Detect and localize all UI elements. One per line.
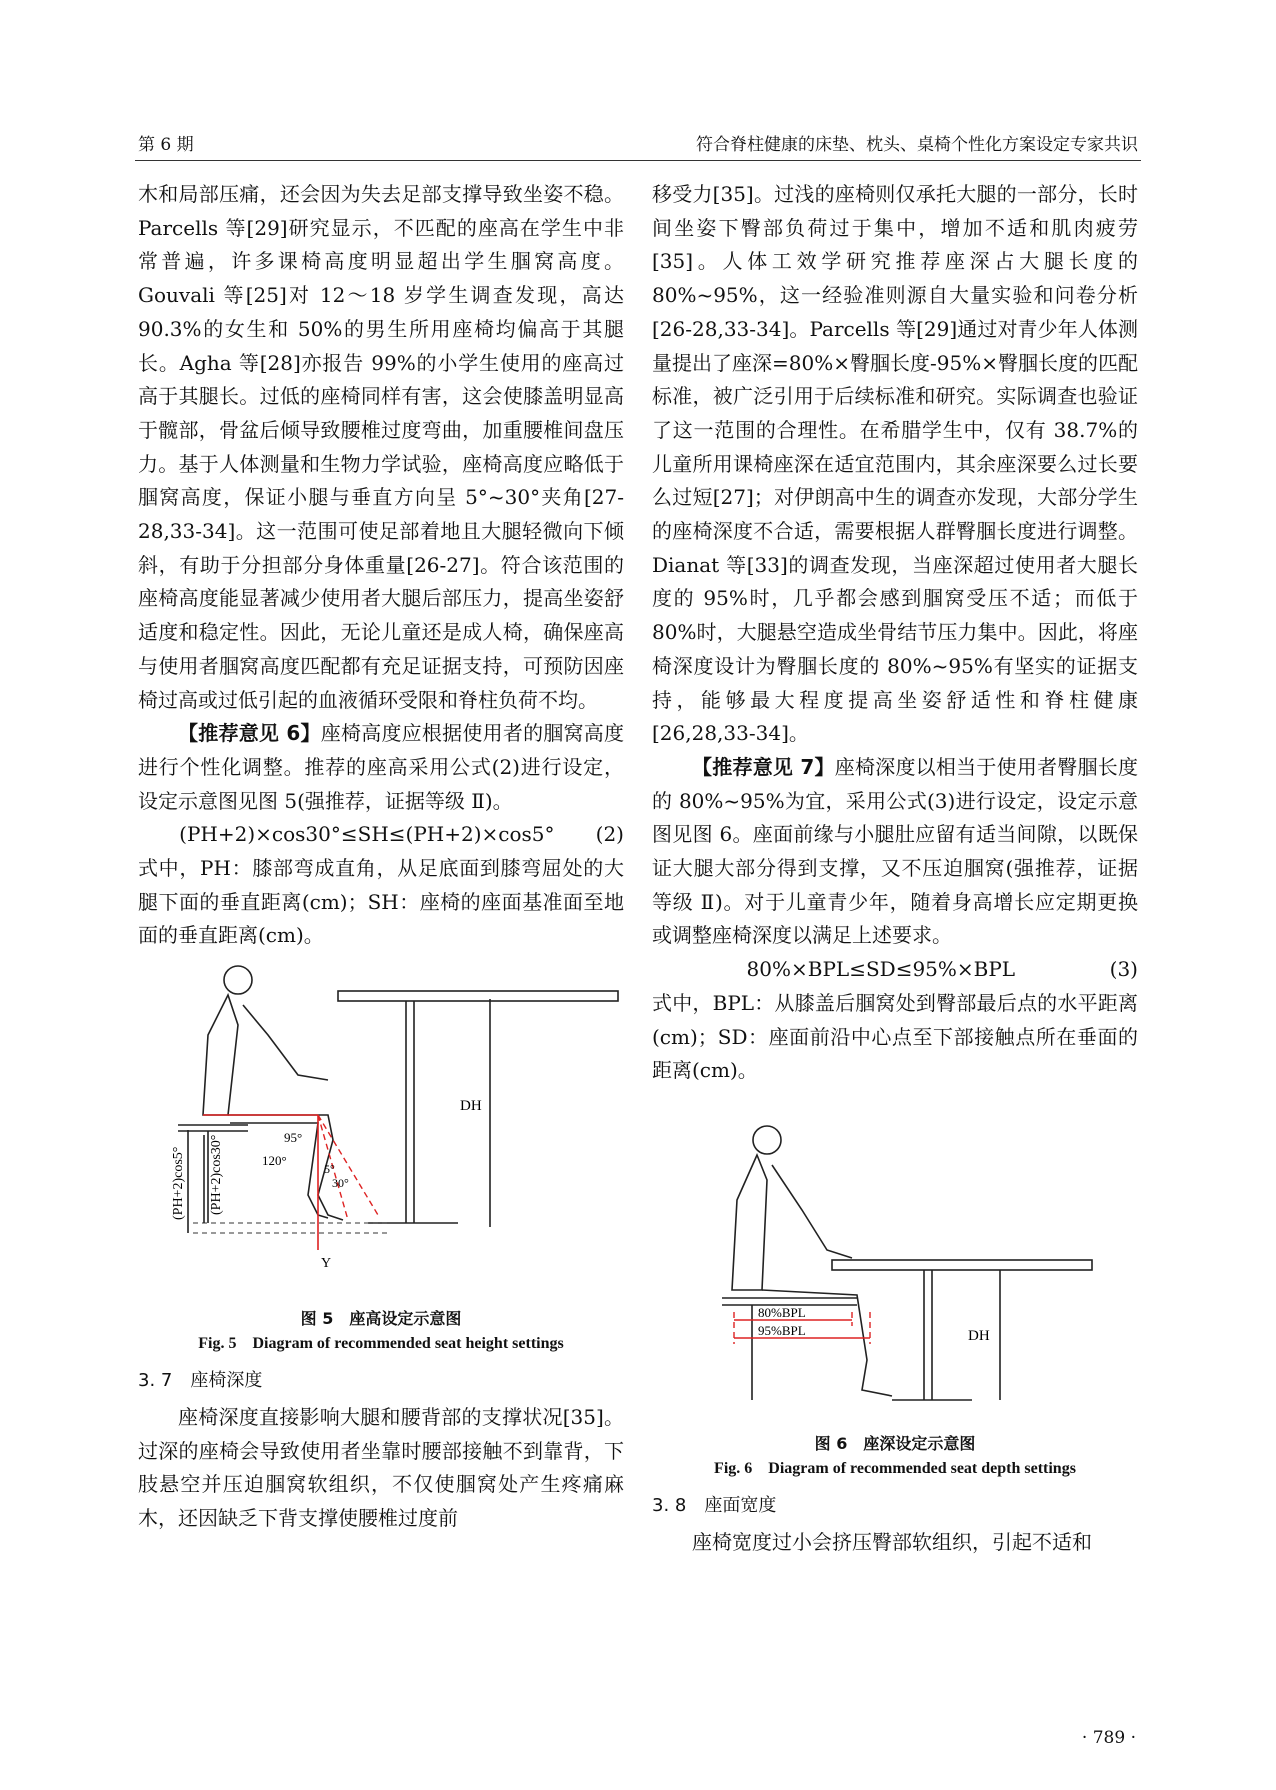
section-3-7-paragraph: 座椅深度直接影响大腿和腰背部的支撑状况[35]。过深的座椅会导致使用者坐靠时腰部接触不到靠背，下肢悬空并压迫腘窝软组织，不仅使腘窝处产生疼痛麻木，还因缺乏下背支撑使腰椎过度前 [138,1404,624,1530]
formula-3-definition: 式中，BPL：从膝盖后腘窝处到臀部最后点的水平距离(cm)；SD：座面前沿中心点至下部接触点所在垂面的距离(cm)。 [652,990,1138,1083]
fig5-dh-label: DH [460,1098,482,1115]
rec7-text: 座椅深度以相当于使用者臀腘长度的 80%~95%为宜，采用公式(3)进行设定，设定示意图见图 6。座面前缘与小腿肚应留有适当间隙，以既保证大腿大部分得到支撑，又不压迫腘窝(强推荐，证据等级 Ⅱ)。对于儿童青少年，随着身高增长应定期更换或调整座椅深度以满足上述要求。 [652,754,1139,948]
right-paragraph-1: 移受力[35]。过浅的座椅则仅承托大腿的一部分，长时间坐姿下臀部负荷过于集中，增加不适和肌肉疲劳[35]。人体工效学研究推荐座深占大腿长度的 80%~95%，这一经验准则源自大量实验和问卷分析[26-28,33-34]。Parcells 等[29]通过对青少年人体测量提出了座深=80%×臀腘长度-95%×臀腘长度的匹配标准，被广泛引用于后续标准和研究。实际调查也验证了这一范围的合理性。在希腊学生中，仅有 38.7%的儿童所用课椅座深在适宜范围内，其余座深要么过长要么过短[27]；对伊朗高中生的调查亦发现，大部分学生的座椅深度不合适，需要根据人群臀腘长度进行调整。Dianat 等[33]的调查发现，当座深超过使用者大腿长度的 95%时，几乎都会感到腘窝受压不适；而低于 80%时，大腿悬空造成坐骨结节压力集中。因此，将座椅深度设计为臀腘长度的 80%~95%有坚实的证据支持，能够最大程度提高坐姿舒适性和脊柱健康[26,28,33-34]。 [652,182,1138,746]
section-3-7-heading: 3. 7 座椅深度 [138,1369,263,1391]
rec6-label: 【推荐意见 6】 [178,721,321,746]
figure-6 [652,1100,1138,1481]
fig5-angle-5: 5° [324,1162,335,1177]
left-paragraph-1: 木和局部压痛，还会因为失去足部支撑导致坐姿不稳。Parcells 等[29]研究显示，不匹配的座高在学生中非常普遍，许多课椅高度明显超出学生腘窝高度。Gouvali 等[25]对 12～18 岁学生调查发现，高达 90.3%的女生和 50%的男生所用座椅均偏高于其腿长。Agha 等[28]亦报告 99%的小学生使用的座高过高于其腿长。过低的座椅同样有害，这会使膝盖明显高于髋部，骨盆后倾导致腰椎过度弯曲，加重腰椎间盘压力。基于人体测量和生物力学试验，座椅高度应略低于腘窝高度，保证小腿与垂直方向呈 5°~30°夹角[27-28,33-34]。这一范围可使足部着地且大腿轻微向下倾斜，有助于分担部分身体重量[26-27]。符合该范围的座椅高度能显著减少使用者大腿后部压力，提高坐姿舒适度和稳定性。因此，无论儿童还是成人椅，确保座高与使用者腘窝高度匹配都有充足证据支持，可预防因座椅过高或过低引起的血液循环受限和脊柱负荷不均。 [138,182,624,712]
rec7-label: 【推荐意见 7】 [692,754,835,779]
left-column [138,178,624,1536]
fig5-cos30-label: (PH+2)cos30° [209,1134,224,1216]
fig5-angle-95: 95° [284,1130,303,1146]
fig6-bpl95-label: 95%BPL [758,1322,806,1338]
fig6-bpl80-label: 80%BPL [758,1304,806,1320]
formula-2-number: (2) [595,822,624,847]
header-rule [135,160,1141,161]
running-title: 符合脊柱健康的床垫、枕头、桌椅个性化方案设定专家共识 [696,135,1138,155]
seat-height-diagram [138,965,624,1295]
fig5-caption-cn: 图 5 座高设定示意图 [300,1308,462,1328]
formula-3-number: (3) [1109,957,1138,982]
right-column [652,178,1138,1559]
fig6-dh-label: DH [968,1327,990,1344]
seat-depth-diagram [652,1100,1138,1420]
recommendation-7 [652,751,1138,953]
section-3-8-heading: 3. 8 座面宽度 [652,1494,777,1516]
fig5-caption-en: Fig. 5 Diagram of recommended seat height settings [198,1334,564,1352]
formula-3 [652,953,1138,987]
issue-number: 第 6 期 [138,135,194,155]
formula-2 [138,818,624,852]
recommendation-6 [138,717,624,818]
section-3-8-paragraph: 座椅宽度过小会挤压臀部软组织，引起不适和 [692,1529,1092,1554]
fig5-angle-120: 120° [262,1153,287,1169]
fig5-cos5-label: (PH+2)cos5° [171,1146,186,1221]
fig6-caption-en: Fig. 6 Diagram of recommended seat depth settings [714,1459,1076,1477]
fig6-caption-cn: 图 6 座深设定示意图 [814,1433,976,1453]
fig5-y-label: Y [321,1256,332,1272]
formula-3-expr: 80%×BPL≤SD≤95%×BPL [746,957,1016,982]
figure-5 [138,965,624,1356]
page-number: · 789 · [1081,1728,1136,1748]
formula-2-definition: 式中，PH：膝部弯成直角，从足底面到膝弯屈处的大腿下面的垂直距离(cm)；SH：座椅的座面基准面至地面的垂直距离(cm)。 [138,856,624,948]
fig5-angle-30: 30° [332,1176,349,1191]
rec6-text: 座椅高度应根据使用者的腘窝高度进行个性化调整。推荐的座高采用公式(2)进行设定，设定示意图见图 5(强推荐，证据等级 Ⅱ)。 [138,721,625,813]
formula-2-expr: (PH+2)×cos30°≤SH≤(PH+2)×cos5° [179,822,555,847]
